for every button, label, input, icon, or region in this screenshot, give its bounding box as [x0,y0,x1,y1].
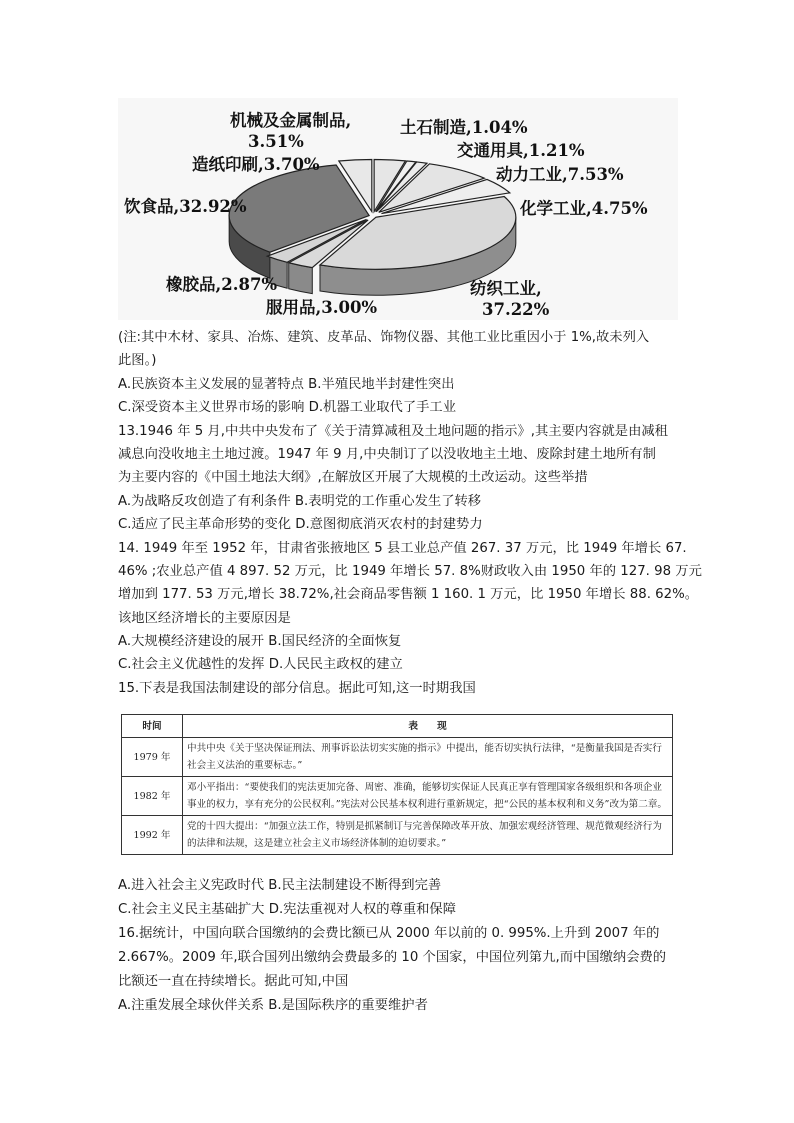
question-line: 16.据统计，中国向联合国缴纳的会费比额已从 2000 年以前的 0. 995%.上升到 2007 年的 [118,926,660,941]
label-jixie-value: 3.51% [248,132,304,151]
question-line: 14. 1949 年至 1952 年，甘肃省张掖地区 5 县工业总产值 267. 37 万元，比 1949 年增长 67. [118,540,687,556]
header-performance: 表 现 [183,715,673,738]
label-jixie [230,110,351,152]
table-row [122,738,673,777]
row-text: 中共中央《关于坚决保证刑法、刑事诉讼法切实实施的指示》中提出，能否切实执行法律，“是衡量我国是否实行社会主义法治的重要标志。” [183,738,673,777]
option-line: C.社会主义优越性的发挥 D.人民民主政权的建立 [118,657,403,673]
option-line: C.适应了民主革命形势的变化 D.意图彻底消灭农村的封建势力 [118,517,483,533]
label-zaozhi: 造纸印刷,3.70% [192,155,320,174]
row-text: 党的十四大提出：“加强立法工作，特别是抓紧制订与完善保障改革开放、加强宏观经济管理、规范微观经济行为的法律和法规，这是建立社会主义市场经济体制的迫切要求。” [183,816,673,855]
label-fangzhi-name: 纺织工业, [470,279,542,298]
label-jixie-name: 机械及金属制品, [230,111,352,130]
label-fangzhi-value: 37.22% [482,300,550,319]
text-line: 此图。) [118,353,157,369]
table-row [122,777,673,816]
label-fangzhi [470,278,549,320]
upper-text [118,326,702,700]
question-line: 46% ;农业总产值 4 897. 52 万元，比 1949 年增长 57. 8%财政收入由 1950 年的 127. 98 万元 [118,563,702,579]
option-line: A.注重发展全球伙伴关系 B.是国际秩序的重要维护者 [118,998,428,1013]
label-xiangjiao: 橡胶品,2.87% [166,275,278,294]
question-line: 比额还一直在持续增长。据此可知,中国 [118,974,349,989]
option-line: A.民族资本主义发展的显著特点 B.半殖民地半封建性突出 [118,376,455,392]
table-row [122,816,673,855]
law-table-wrap [121,714,673,864]
row-text: 邓小平指出：“要使我们的宪法更加完备、周密、准确，能够切实保证人民真正享有管理国家各级组织和各项企业事业的权力，享有充分的公民权利。”宪法对公民基本权利进行重新规定，把“公民的基本权利和义务”改为第二章。 [183,777,673,816]
question-line: 减息向没收地主土地过渡。1947 年 9 月,中央制订了以没收地主土地、废除封建土地所有制 [118,446,656,462]
pie-slice [229,165,369,252]
text-line: (注:其中木材、家具、冶炼、建筑、皮革品、饰物仪器、其他工业比重因小于 1%,故未列入 [118,330,650,345]
label-jiaotong: 交通用具,1.21% [457,141,585,160]
header-time: 时间 [122,715,183,738]
option-line: C.深受资本主义世界市场的影响 D.机器工业取代了手工业 [118,400,457,416]
law-table [121,714,673,855]
question-line: 该地区经济增长的主要原因是 [118,610,291,626]
question-line: 2.667%。2009 年,联合国列出缴纳会费最多的 10 个国家，中国位列第九,而中国缴纳会费的 [118,950,667,965]
row-year: 1982 年 [122,777,183,816]
row-year: 1992 年 [122,816,183,855]
question-line: 为主要内容的《中国土地法大纲》,在解放区开展了大规模的土改运动。这些举措 [118,470,588,486]
option-line: A.为战略反攻创造了有利条件 B.表明党的工作重心发生了转移 [118,493,482,509]
lower-text [118,874,680,1018]
label-huaxue: 化学工业,4.75% [520,199,648,218]
label-yinshi: 饮食品,32.92% [124,197,247,216]
label-dongli: 动力工业,7.53% [496,165,624,184]
table-header-row [122,715,673,738]
pie-chart [118,98,678,320]
label-tushi: 土石制造,1.04% [400,118,528,137]
option-line: A.大规模经济建设的展开 B.国民经济的全面恢复 [118,634,402,650]
label-fuyong: 服用品,3.00% [266,298,378,317]
question-line: 13.1946 年 5 月,中共中央发布了《关于清算减租及土地问题的指示》,其主要内容就是由减租 [118,423,668,439]
question-line: 增加到 177. 53 万元,增长 38.72%,社会商品零售额 1 160. 1 万元，比 1950 年增长 88. 62%。 [118,587,698,603]
question-line: 15.下表是我国法制建设的部分信息。据此可知,这一时期我国 [118,680,476,696]
option-line: A.进入社会主义宪政时代 B.民主法制建设不断得到完善 [118,878,442,893]
row-year: 1979 年 [122,738,183,777]
option-line: C.社会主义民主基础扩大 D.宪法重视对人权的尊重和保障 [118,902,457,917]
